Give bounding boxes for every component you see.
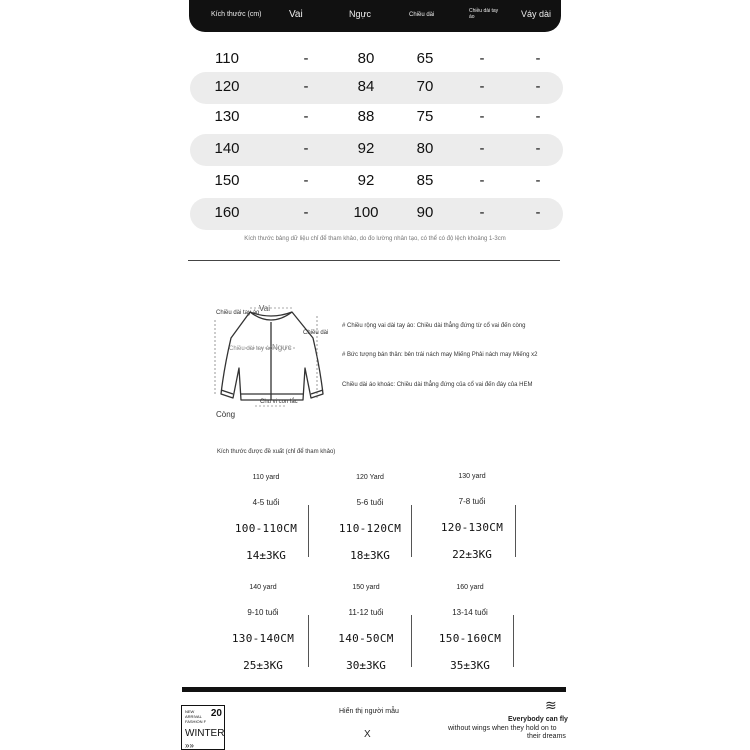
header-sleeve-length: Chiều dài tay áo [469,8,499,20]
header-shoulder: Vai [289,9,303,20]
table-cell: 160 [214,204,240,221]
label-sleeve-length-2: Chiều dài tay áo [229,346,273,352]
table-row [190,198,563,230]
card-height: 150-160CM [438,632,502,645]
table-cell: 120 [214,78,240,95]
table-cell: 130 [214,108,240,125]
card-yard: 120 Yard [356,474,384,481]
table-cell: 90 [416,204,434,221]
brand-logo [181,705,225,750]
card-yard: 140 yard [249,584,277,591]
table-row [190,102,563,134]
table-cell: 84 [357,78,375,95]
label-cuff: Còng [216,410,236,419]
table-cell: - [535,78,541,95]
card-height: 140-50CM [338,632,394,645]
separator [411,505,412,557]
card-weight: 22±3KG [452,548,492,561]
size-card [320,474,420,562]
table-cell: 140 [214,140,240,157]
label-chest: Ngực [272,343,292,352]
table-cell: 100 [353,204,379,221]
table-cell: - [303,140,309,157]
card-age: 4-5 tuổi [252,498,280,507]
card-weight: 35±3KG [450,659,490,672]
table-row [190,72,563,104]
footer-bar [182,687,566,692]
card-yard: 130 yard [458,473,486,480]
card-height: 130-140CM [231,632,295,645]
logo-number: 20 [210,708,222,719]
size-card [213,584,313,672]
label-shoulder: Vai [259,304,270,313]
label-sleeve-length: Chiều dài tay áo [216,310,260,316]
separator [411,615,412,667]
table-cell: 80 [357,50,375,67]
card-weight: 14±3KG [246,549,286,562]
table-cell: - [535,140,541,157]
card-age: 13-14 tuổi [452,608,488,617]
description-1: # Chiều rộng vai dài tay áo: Chiều dài thẳng đứng từ cổ vai đến còng [342,323,526,329]
separator [513,615,514,667]
separator [308,505,309,557]
size-card [422,473,522,561]
model-label: Hiển thị người mẫu [339,708,399,715]
table-cell: 92 [357,140,375,157]
table-cell: - [535,50,541,67]
description-2: # Bức tượng bán thân: bên trái nách may Miếng Phải nách may Miếng x2 [342,352,538,358]
table-cell: - [479,204,485,221]
card-yard: 160 yard [456,584,484,591]
card-weight: 25±3KG [243,659,283,672]
card-age: 7-8 tuổi [458,497,486,506]
logo-arrows-icon: »» [185,741,194,750]
table-cell: - [479,140,485,157]
card-age: 5-6 tuổi [356,498,384,507]
table-cell: - [479,172,485,189]
table-cell: 88 [357,108,375,125]
table-cell: - [535,172,541,189]
section-divider [188,260,560,261]
table-cell: - [479,108,485,125]
label-length: Chiều dài [303,330,329,336]
label-hem: Chu vi con lắc [260,399,298,405]
table-header [189,0,561,32]
header-length: Chiều dài [409,12,435,18]
table-cell: - [303,172,309,189]
table-cell: 92 [357,172,375,189]
recommended-title: Kích thước được đề xuất (chỉ để tham khảo) [217,449,336,455]
table-cell: 65 [416,50,434,67]
logo-small-text: NEW ARRIVAL FASHION F [185,709,207,724]
card-weight: 18±3KG [350,549,390,562]
card-age: 11-12 tuổi [348,608,384,617]
header-chest: Ngực [349,9,372,19]
card-height: 110-120CM [338,522,402,535]
size-card [216,474,316,562]
header-skirt-length: Váy dài [521,9,552,19]
table-row [190,166,563,198]
card-height: 120-130CM [440,521,504,534]
table-cell: - [303,108,309,125]
separator [308,615,309,667]
header-size: Kích thước (cm) [211,11,262,18]
table-cell: 70 [416,78,434,95]
table-cell: - [479,78,485,95]
description-3: Chiều dài áo khoác: Chiều dài thẳng đứng của cổ vai đến đáy của HEM [342,382,533,388]
size-card [420,584,520,672]
table-cell: 150 [214,172,240,189]
logo-winter: WINTER [185,728,225,739]
table-note: Kích thước bảng dữ liệu chỉ để tham khảo, do đo lường nhân tạo, có thể có độ lệch khoảng 1-3cm [244,236,506,242]
table-cell: 110 [215,50,239,67]
size-card [316,584,416,672]
slogan-line-3: their dreams [527,733,566,740]
waves-icon: ≋ [545,697,557,713]
table-row [190,134,563,166]
table-cell: - [303,78,309,95]
card-yard: 110 yard [252,474,280,481]
table-cell: - [303,204,309,221]
table-cell: - [535,204,541,221]
card-weight: 30±3KG [346,659,386,672]
card-age: 9-10 tuổi [247,608,279,617]
separator [515,505,516,557]
slogan-line-2: without wings when they hold on to [448,725,557,732]
table-cell: 75 [416,108,434,125]
table-cell: - [479,50,485,67]
card-yard: 150 yard [352,584,380,591]
slogan-line-1: Everybody can fly [508,716,568,723]
table-cell: - [535,108,541,125]
table-cell: - [303,50,309,67]
card-height: 100-110CM [234,522,298,535]
x-mark: X [364,729,371,740]
table-cell: 85 [416,172,434,189]
table-cell: 80 [416,140,434,157]
